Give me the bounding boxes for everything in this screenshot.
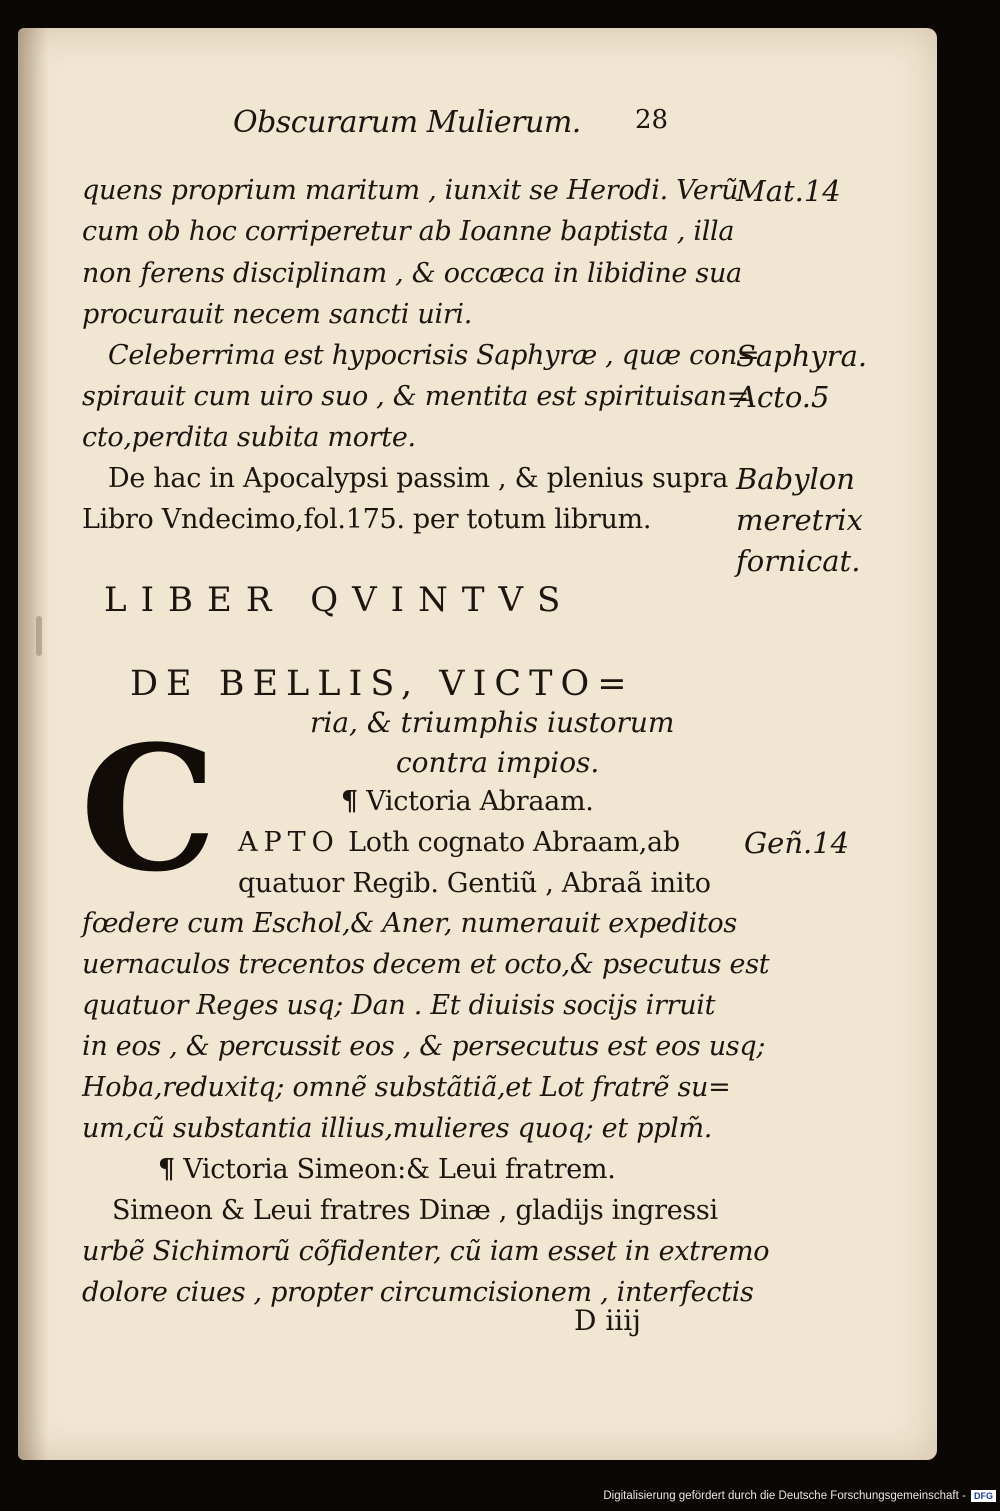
pilcrow-icon: ¶	[158, 1154, 175, 1185]
drop-cap: C	[80, 707, 217, 910]
margin-note-fornicat: fornicat.	[736, 544, 861, 578]
gutter-shadow	[18, 28, 48, 1460]
lead-rest: Loth cognato Abraam,ab	[348, 827, 680, 858]
digitization-credit	[603, 1490, 996, 1502]
section-heading-text: Victoria Simeon:& Leui fratrem.	[183, 1154, 616, 1185]
text-line: uernaculos trecentos decem et octo,& psecutus est	[82, 949, 770, 980]
margin-note-acto: Acto.5	[736, 380, 830, 414]
chapter-subtitle: ria, & triumphis iustorum	[310, 706, 675, 739]
margin-note-mat: Mat.14	[736, 174, 841, 208]
section-heading-text: Victoria Abraam.	[366, 786, 594, 817]
signature-mark: D iiij	[574, 1304, 641, 1337]
text-line: Hoba,reduxitq; omnẽ substãtiã,et Lot fratrẽ su=	[82, 1072, 731, 1103]
text-line: cto,perdita subita morte.	[82, 422, 416, 453]
credit-text: Digitalisierung gefördert durch die Deutsche Forschungsgemeinschaft -	[603, 1490, 966, 1503]
margin-note-babylon: Babylon	[736, 462, 855, 496]
text-line: non ferens disciplinam , & occæca in libidine sua	[82, 258, 742, 289]
text-line: quatuor Reges usq; Dan . Et diuisis socijs irruit	[82, 990, 716, 1021]
book-page	[18, 28, 937, 1460]
text-line: urbẽ Sichimorũ cõfidenter, cũ iam esset in extremo	[82, 1236, 770, 1267]
chapter-title: DE BELLIS, VICTO=	[130, 664, 635, 704]
text-line: De hac in Apocalypsi passim , & plenius supra	[108, 463, 728, 494]
section-heading	[341, 784, 594, 820]
margin-note-meretrix: meretrix	[736, 503, 863, 537]
text-line: cum ob hoc corriperetur ab Ioanne baptista , illa	[82, 216, 735, 247]
margin-note-gen: Geñ.14	[744, 826, 850, 860]
text-line: spirauit cum uiro suo , & mentita est spirituisan=	[82, 381, 749, 412]
text-line: fœdere cum Eschol,& Aner, numerauit expeditos	[82, 908, 737, 939]
book-title: LIBER QVINTVS	[104, 580, 575, 620]
section-heading	[158, 1152, 616, 1188]
text-line: quatuor Regib. Gentiũ , Abraã inito	[238, 868, 711, 899]
page-number: 28	[635, 105, 669, 135]
lead-capitals: APTO	[238, 827, 340, 858]
text-line: in eos , & percussit eos , & persecutus est eos usq;	[82, 1031, 766, 1062]
text-line: quens proprium maritum , iunxit se Herodi. Verũ	[82, 175, 739, 206]
margin-note-saphyra: Saphyra.	[736, 339, 868, 373]
pilcrow-icon: ¶	[341, 786, 358, 817]
chapter-subtitle: contra impios.	[396, 746, 600, 779]
running-head: Obscurarum Mulierum.	[233, 105, 581, 140]
text-line: Libro Vndecimo,fol.175. per totum librum.	[82, 504, 652, 535]
page-mark	[36, 616, 42, 656]
text-line: um,cũ substantia illius,mulieres quoq; et pplm̃.	[82, 1113, 713, 1144]
dfg-logo: DFG	[971, 1490, 996, 1502]
text-line	[238, 825, 680, 861]
text-line: Celeberrima est hypocrisis Saphyræ , quæ con=	[108, 340, 760, 371]
text-line: Simeon & Leui fratres Dinæ , gladijs ingressi	[112, 1195, 718, 1226]
text-line: procurauit necem sancti uiri.	[82, 299, 473, 330]
text-line: dolore ciues , propter circumcisionem , interfectis	[82, 1277, 754, 1308]
